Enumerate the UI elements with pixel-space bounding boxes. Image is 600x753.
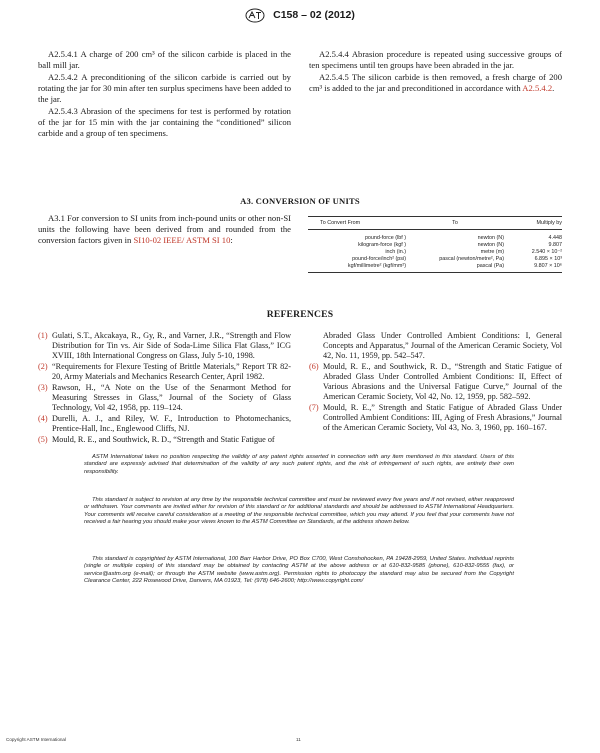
footer-copyright: Copyright ASTM International bbox=[6, 737, 67, 742]
reference-item: (1) Gulati, S.T., Akcakaya, R., Gy, R., and Varner, J.R., “Strength and Flow Distribution for Tin vs. Air Side of Soda-Lime Silica Flat Glass,” ICG XVIII, 18th International Congress on Glass, July 5-10, 1998. bbox=[38, 331, 291, 360]
page-number: 11 bbox=[296, 737, 301, 742]
reference-item: (6) Mould, R. E., and Southwick, R. D., “Strength and Static Fatigue of Abraded Glass Under Controlled Ambient Conditions: II, Effect of Various Abrasions and the Universal Fatigue Curve,” Journal of the American Ceramic Society, Vol 42, No. 12, 1959, pp. 582–592. bbox=[309, 362, 562, 401]
reference-continuation: Abraded Glass Under Controlled Ambient Conditions: I, General Concepts and Apparatus,” Journal of the American Ceramic Society, Vol 42, No. 11, 1959, pp. 542–547. bbox=[323, 331, 562, 360]
table-row: inch (in.) metre (m) 2.540 × 10⁻² bbox=[385, 249, 562, 255]
page-header bbox=[0, 6, 600, 24]
reference-item: (7) Mould, R. E.,” Strength and Static Fatigue of Abraded Glass Under Controlled Ambient Conditions: III, Aging of Fresh Abrasions,” Journal of the American Ceramic Society, Vol 43, No. 3, 1960, pp. 160–167. bbox=[309, 403, 562, 432]
paragraph-a2-5-4-3: A2.5.4.3 Abrasion of the specimens for test is performed by rotation of the jar for 15 min with the jar containing the “conditioned” silicon carbide and a group of ten specimens. bbox=[38, 106, 291, 138]
annex-right-column bbox=[309, 49, 562, 95]
references-right-column bbox=[309, 331, 562, 434]
cross-reference-link[interactable]: A2.5.4.2 bbox=[522, 83, 553, 93]
reference-item: (4) Durelli, A. J., and Riley, W. F., Introduction to Photomechanics, Prentice-Hall, Inc., Englewood Cliffs, NJ. bbox=[38, 414, 291, 433]
table-row: pound-force (lbf ) newton (N) 4.448 bbox=[364, 235, 562, 241]
paragraph-a2-5-4-1: A2.5.4.1 A charge of 200 cm³ of the silicon carbide is placed in the ball mill jar. bbox=[38, 49, 291, 70]
references-left-column bbox=[38, 331, 291, 446]
table-row: kilogram-force (kgf ) newton (N) 9.807 bbox=[358, 242, 562, 248]
patent-notice: ASTM International takes no position respecting the validity of any patent rights asserted in connection with any item mentioned in this standard. Users of this standard are expressly advised that determination of the validity of any such patent rights, and the risk of infringement of such rights, are entirely their own responsibility. bbox=[84, 454, 514, 475]
astm-logo-icon bbox=[245, 8, 265, 23]
table-row: kgf/millimetre² (kgf/mm²) pascal (Pa) 9.807 × 10⁶ bbox=[347, 263, 562, 269]
paragraph-a2-5-4-2: A2.5.4.2 A preconditioning of the silicon carbide is carried out by rotating the jar for 30 min after ten surplus specimens have been added to the jar. bbox=[38, 72, 291, 104]
conversion-table bbox=[308, 216, 562, 273]
conversion-table-body bbox=[308, 230, 562, 273]
header-multiply-by: Multiply by bbox=[536, 220, 562, 226]
conversion-intro: A3.1 For conversion to SI units from inch-pound units or other non-SI units the following have been derived from and rounded from the conversion factors given in SI10-02 IEEE/ ASTM SI 10: bbox=[38, 213, 291, 245]
reference-item: (2) “Requirements for Flexure Testing of Brittle Materials,” Report TR 82-20, Army Materials and Mechanics Research Center, April 1982. bbox=[38, 362, 291, 381]
references-title: REFERENCES bbox=[266, 309, 334, 320]
section-a3-title: A3. CONVERSION OF UNITS bbox=[240, 196, 360, 206]
document-designation: C158 – 02 (2012) bbox=[273, 9, 355, 22]
paragraph-a2-5-4-4: A2.5.4.4 Abrasion procedure is repeated using successive groups of ten specimens until ten groups have been abraded in the jar. bbox=[309, 49, 562, 70]
si10-standard-link[interactable]: SI10-02 IEEE/ ASTM SI 10 bbox=[133, 235, 231, 245]
header-to: To bbox=[452, 220, 458, 226]
header-convert-from: To Convert From bbox=[320, 220, 361, 226]
reference-item: (3) Rawson, H., “A Note on the Use of the Senarmont Method for Measuring Stresses in Glass,” Journal of the Society of Glass Technology, Vol 42, 1958, pp. 119–124. bbox=[38, 383, 291, 412]
annex-left-column bbox=[38, 49, 291, 140]
copyright-notice: This standard is copyrighted by ASTM International, 100 Barr Harbor Drive, PO Box C700, West Conshohocken, PA 19428-2959, United States. Individual reprints (single or multiple copies) of this standard may be obtained by contacting ASTM at the above address or at 610-832-9585 (phone), 610-832-9555 (fax), or service@astm.org (e-mail); or through the ASTM website (www.astm.org). Permission rights to photocopy the standard may also be secured from the Copyright Clearance Center, 222 Rosewood Drive, Danvers, MA 01923, Tel: (978) 646-2600; http://www.copyright.com/ bbox=[84, 556, 514, 584]
paragraph-a2-5-4-5: A2.5.4.5 The silicon carbide is then removed, a fresh charge of 200 cm³ is added to the jar and preconditioned in accordance with A2.5.4.2. bbox=[309, 72, 562, 93]
table-row: pound-force/inch² (psi) pascal (newton/metre², Pa) 6.895 × 10³ bbox=[352, 256, 562, 262]
reference-item: (5) Mould, R. E., and Southwick, R. D., “Strength and Static Fatigue of bbox=[38, 435, 275, 444]
revision-notice: This standard is subject to revision at any time by the responsible technical committee and must be reviewed every five years and if not revised, either reapproved or withdrawn. Your comments are invited either for revision of this standard or for additional standards and should be addressed to ASTM International Headquarters. Your comments will receive careful consideration at a meeting of the responsible technical committee, which you may attend. If you feel that your comments have not received a fair hearing you should make your views known to the ASTM Committee on Standards, at the address shown below. bbox=[84, 497, 514, 525]
conversion-table-header bbox=[308, 216, 562, 230]
